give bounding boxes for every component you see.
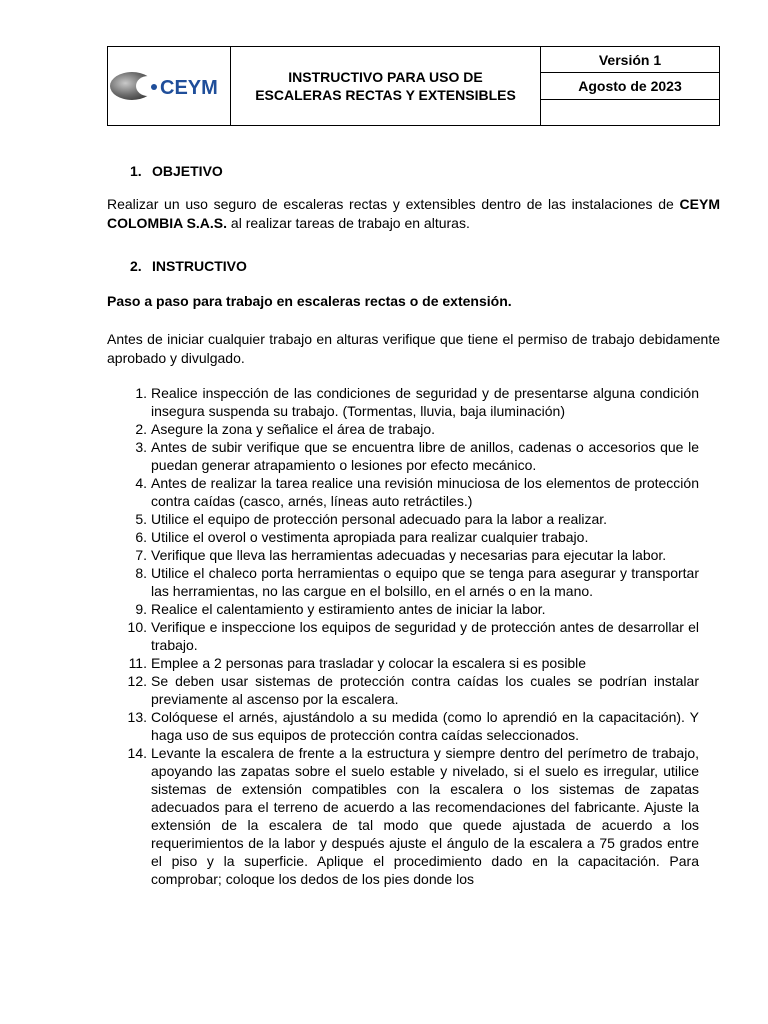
list-item-number: 3. xyxy=(135,439,147,455)
document-meta xyxy=(541,47,719,125)
list-item-text: Utilice el equipo de protección personal adecuado para la labor a realizar. xyxy=(151,511,608,527)
empty-cell xyxy=(541,100,719,125)
list-item-number: 9. xyxy=(135,601,147,617)
list-item xyxy=(107,618,699,654)
version-cell: Versión 1 xyxy=(541,47,719,73)
list-item xyxy=(107,600,699,618)
company-name: CEYM COLOMBIA S.A.S. xyxy=(107,196,720,231)
section-title: OBJETIVO xyxy=(152,163,223,179)
list-item-number: 6. xyxy=(135,529,147,545)
list-item xyxy=(107,546,699,564)
list-item-text: Verifique que lleva las herramientas adecuadas y necesarias para ejecutar la labor. xyxy=(151,547,667,563)
list-item-text: Asegure la zona y señalice el área de trabajo. xyxy=(151,421,436,437)
document-title xyxy=(231,47,541,125)
list-item-number: 4. xyxy=(135,475,147,491)
list-item xyxy=(107,438,699,474)
date-cell: Agosto de 2023 xyxy=(541,73,719,99)
section-number: 2. xyxy=(130,258,142,274)
list-item-number: 2. xyxy=(135,421,147,437)
instructivo-intro: Antes de iniciar cualquier trabajo en alturas verifique que tiene el permiso de trabajo debidamente aprobado y divulgado. xyxy=(107,331,720,366)
list-item-text: Emplee a 2 personas para trasladar y colocar la escalera si es posible xyxy=(151,655,587,671)
list-item-number: 10. xyxy=(127,619,147,635)
document-header-table xyxy=(107,46,720,126)
list-item xyxy=(107,528,699,546)
list-item xyxy=(107,474,699,510)
steps-list xyxy=(107,384,699,888)
list-item-number: 14. xyxy=(127,745,147,761)
list-item-text: Verifique e inspeccione los equipos de seguridad y de protección antes de desarrollar el trabajo. xyxy=(151,619,699,653)
list-item-number: 8. xyxy=(135,565,147,581)
list-item xyxy=(107,708,699,744)
section-title: INSTRUCTIVO xyxy=(152,258,247,274)
list-item-text: Utilice el chaleco porta herramientas o equipo que se tenga para asegurar y transportar las herramientas, no las cargue en el bolsillo, en el arnés o en la mano. xyxy=(151,565,699,599)
list-item xyxy=(107,744,699,888)
list-item-text: Se deben usar sistemas de protección contra caídas los cuales se podrían instalar previamente al ascenso por la escalera. xyxy=(151,673,699,707)
company-logo xyxy=(108,47,231,125)
list-item-text: Antes de realizar la tarea realice una revisión minuciosa de los elementos de protección contra caídas (casco, arnés, líneas auto retráctiles.) xyxy=(151,475,699,509)
list-item-text: Realice inspección de las condiciones de seguridad y de presentarse alguna condición insegura suspenda su trabajo. (Tormentas, lluvia, baja iluminación) xyxy=(151,385,699,419)
list-item xyxy=(107,510,699,528)
list-item-text: Colóquese el arnés, ajustándolo a su medida (como lo aprendió en la capacitación). Y haga uso de sus equipos de protección contra caídas seleccionados. xyxy=(151,709,699,743)
list-item xyxy=(107,654,699,672)
list-item-number: 13. xyxy=(127,709,147,725)
list-item xyxy=(107,672,699,708)
instructivo-subtitle: Paso a paso para trabajo en escaleras rectas o de extensión. xyxy=(107,293,512,309)
title-line-1: INSTRUCTIVO PARA USO DE xyxy=(288,69,483,85)
logo-text: CEYM xyxy=(160,77,218,99)
section-heading-objetivo xyxy=(130,163,223,179)
list-item-text: Antes de subir verifique que se encuentra libre de anillos, cadenas o accesorios que le puedan generar atrapamiento o lesiones por efecto mecánico. xyxy=(151,439,699,473)
list-item-text: Utilice el overol o vestimenta apropiada para realizar cualquier trabajo. xyxy=(151,529,589,545)
objetivo-text-after: al realizar tareas de trabajo en alturas. xyxy=(227,215,470,231)
list-item-number: 12. xyxy=(127,673,147,689)
list-item-text: Realice el calentamiento y estiramiento antes de iniciar la labor. xyxy=(151,601,546,617)
title-line-2: ESCALERAS RECTAS Y EXTENSIBLES xyxy=(255,87,516,103)
list-item-number: 11. xyxy=(128,655,147,671)
list-item-text: Levante la escalera de frente a la estructura y siempre dentro del perímetro de trabajo, apoyando las zapatas sobre el suelo estable y nivelado, si el suelo es irregular, utilice sistemas de extensión compatibles con la escalera o los sistemas de zapatas adecuados para el terreno de acuerdo a las recomendaciones del fabricante. Ajuste la extensión de la escalera de tal modo que quede ajustada de acuerdo a los requerimientos de la labor y después ajuste el ángulo de la escalera a 75 grados entre el piso y la superficie. Aplique el procedimiento dado en la capacitación. Para comprobar; coloque los dedos de los pies donde los xyxy=(151,745,699,887)
objetivo-text-before: Realizar un uso seguro de escaleras rectas y extensibles dentro de las instalaciones de xyxy=(107,196,680,212)
section-heading-instructivo xyxy=(130,258,247,274)
list-item-number: 7. xyxy=(135,547,147,563)
list-item xyxy=(107,564,699,600)
list-item-number: 1. xyxy=(135,385,147,401)
objetivo-paragraph xyxy=(107,195,720,233)
section-number: 1. xyxy=(130,163,142,179)
list-item-number: 5. xyxy=(135,511,147,527)
ceym-logo-icon xyxy=(110,66,228,106)
list-item xyxy=(107,420,699,438)
list-item xyxy=(107,384,699,420)
